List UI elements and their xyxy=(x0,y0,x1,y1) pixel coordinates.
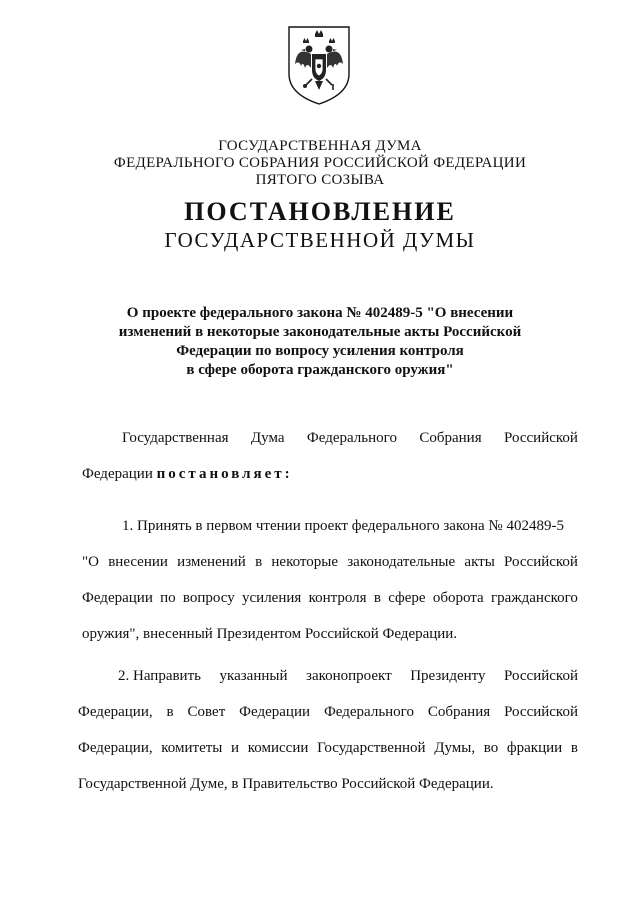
word: Государственной xyxy=(317,740,426,756)
item1-line-3 xyxy=(82,590,578,607)
double-headed-eagle-icon xyxy=(285,24,353,106)
word: Собрания xyxy=(427,704,491,720)
word: изменений xyxy=(177,554,246,570)
word: Российской xyxy=(504,554,578,570)
header-line-1: ГОСУДАРСТВЕННАЯ ДУМА xyxy=(218,138,422,154)
subject-line-3: Федерации по вопросу усиления контроля xyxy=(176,343,464,359)
word: сфере xyxy=(388,590,426,606)
word: в xyxy=(255,554,263,570)
word: законодательные xyxy=(347,554,456,570)
word: указанный xyxy=(219,668,288,684)
word: Государственная xyxy=(122,430,229,446)
word: Дума xyxy=(250,430,285,446)
word: Собрания xyxy=(419,430,482,446)
word: Федерации xyxy=(239,704,311,720)
document-type: ПОСТАНОВЛЕНИЕ xyxy=(184,197,456,226)
word: законопроект xyxy=(306,668,392,684)
subject-line-1: О проекте федерального закона № 402489-5 "О внесении xyxy=(126,305,514,321)
word: и xyxy=(231,740,240,756)
word: комиссии xyxy=(247,740,309,756)
item1-line-1: 1. Принять в первом чтении проект федерального закона № 402489-5 xyxy=(122,518,564,534)
word: по xyxy=(160,590,176,606)
document-issuer: ГОСУДАРСТВЕННОЙ ДУМЫ xyxy=(164,228,476,252)
header-line-3: ПЯТОГО СОЗЫВА xyxy=(255,172,385,188)
word: Федерации, xyxy=(78,740,153,756)
word: Российской xyxy=(504,704,578,720)
word: Федерального xyxy=(306,430,397,446)
word: Президенту xyxy=(410,668,486,684)
item1-line-2 xyxy=(82,554,578,571)
word: усиления xyxy=(242,590,302,606)
item2-line-1 xyxy=(118,668,578,685)
word: во xyxy=(483,740,499,756)
preamble-text: Федерации xyxy=(82,466,153,482)
word: вопросу xyxy=(182,590,235,606)
subject-line-4: в сфере оборота гражданского оружия" xyxy=(186,362,454,378)
word: 2. Направить xyxy=(118,668,201,684)
word: Думы, xyxy=(434,740,476,756)
word: Российской xyxy=(504,430,578,446)
item2-line-4: Государственной Думе, в Правительство Российской Федерации. xyxy=(78,776,494,792)
word: Федерального xyxy=(323,704,414,720)
decision-verb: постановляет: xyxy=(156,466,293,482)
preamble-line-2 xyxy=(82,466,293,483)
state-emblem xyxy=(285,24,353,106)
preamble-line-1 xyxy=(122,430,578,447)
word: в xyxy=(373,590,381,606)
word: Российской xyxy=(504,668,578,684)
item2-line-2 xyxy=(78,704,578,721)
word: контроля xyxy=(308,590,367,606)
word: внесении xyxy=(108,554,168,570)
word: комитеты xyxy=(161,740,223,756)
header-line-2: ФЕДЕРАЛЬНОГО СОБРАНИЯ РОССИЙСКОЙ ФЕДЕРАЦИИ xyxy=(113,155,527,171)
word: гражданского xyxy=(490,590,578,606)
word: оборота xyxy=(432,590,484,606)
item1-line-4: оружия", внесенный Президентом Российской Федерации. xyxy=(82,626,458,642)
word: акты xyxy=(464,554,495,570)
item2-line-3 xyxy=(78,740,578,757)
word: Совет xyxy=(187,704,226,720)
word: Федерации xyxy=(82,590,153,606)
word: некоторые xyxy=(271,554,339,570)
word: в xyxy=(570,740,578,756)
word: Федерации, xyxy=(78,704,153,720)
word: фракции xyxy=(506,740,563,756)
subject-line-2: изменений в некоторые законодательные акты Российской xyxy=(118,324,522,340)
word: "О xyxy=(82,554,99,570)
word: в xyxy=(166,704,174,720)
